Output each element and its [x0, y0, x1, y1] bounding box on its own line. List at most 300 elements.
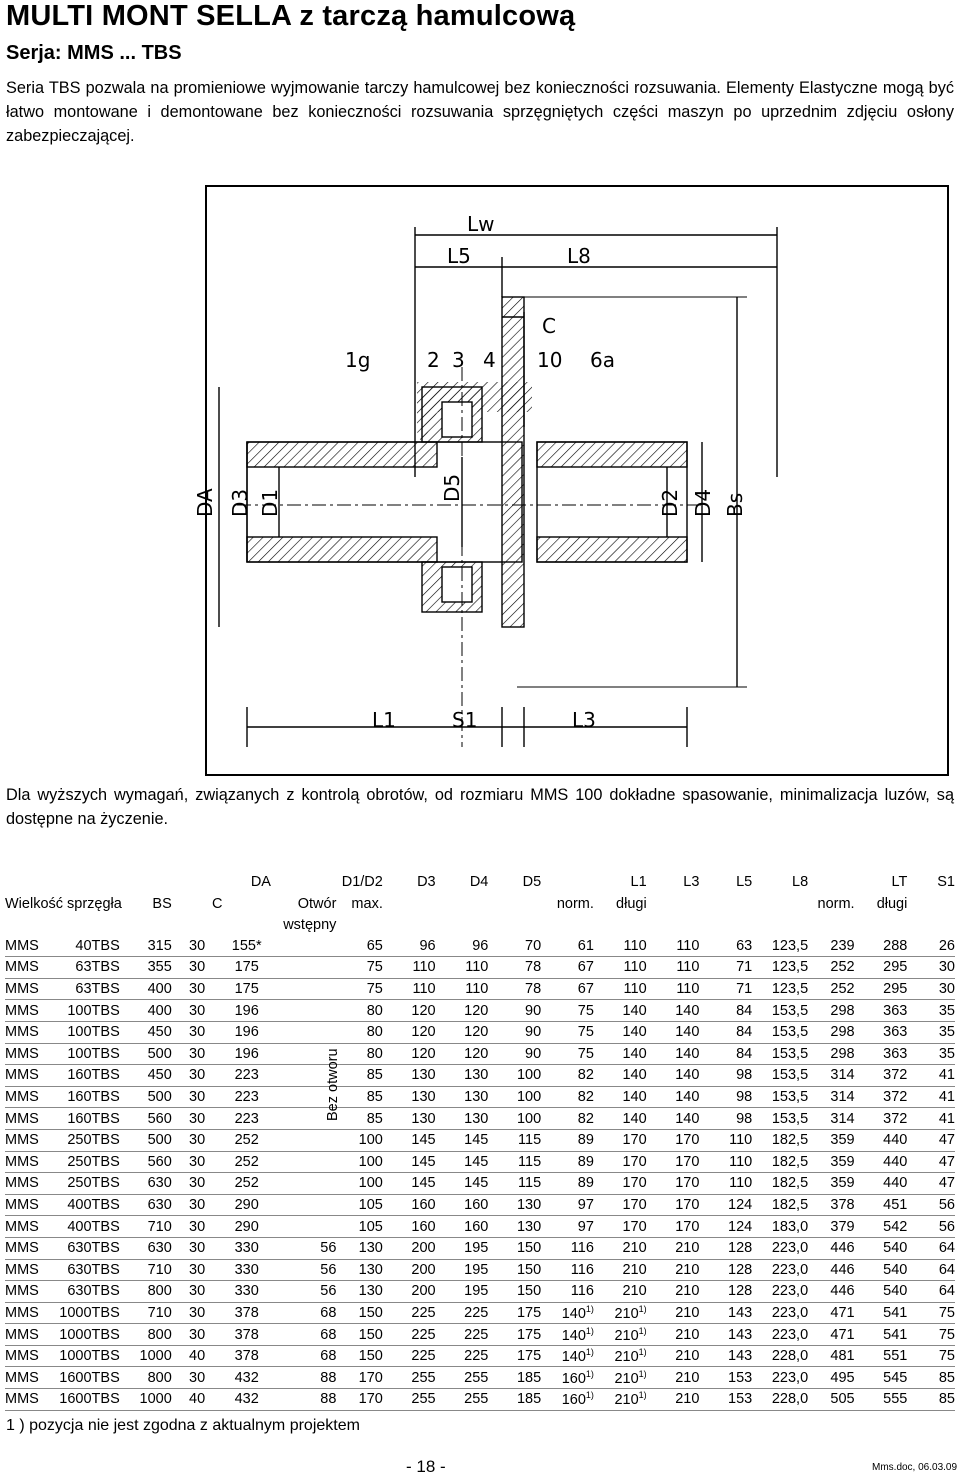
table-cell: TBS: [92, 1043, 132, 1065]
table-cell: 140: [647, 1043, 700, 1065]
table-cell: 160: [45, 1108, 91, 1130]
table-cell: 223,0: [752, 1237, 808, 1259]
table-cell: 372: [855, 1086, 908, 1108]
footnote-mark: 1): [585, 1347, 594, 1358]
intro-paragraph: Seria TBS pozwala na promieniowe wyjmowanie tarczy hamulcowej bez konieczności rozsuwania. Elementy Elastyczne mogą być łatwo montowane i demontowane bez konieczności rozsuwania sprzęgniętych części maszyn po uprzednim zdjęciu osłony zabezpieczającej.: [6, 79, 954, 145]
table-cell: 96: [436, 936, 489, 957]
hdr-lt: LT: [891, 874, 908, 890]
table-cell: 67: [541, 957, 594, 979]
table-cell: MMS: [5, 1281, 45, 1303]
table-row: [5, 1000, 955, 1022]
table-cell: 105: [336, 1194, 382, 1216]
table-cell: 379: [808, 1216, 854, 1238]
table-cell: 630: [132, 1237, 172, 1259]
hdr-lt-norm: norm.: [817, 896, 855, 912]
label-l1: L1: [372, 708, 396, 732]
table-cell: 63: [45, 957, 91, 979]
table-cell: 1000: [45, 1345, 91, 1367]
table-cell: 71: [699, 957, 752, 979]
table-cell: 115: [488, 1151, 541, 1173]
table-cell: 446: [808, 1259, 854, 1281]
table-cell: 252: [222, 1129, 271, 1151]
table-cell: 195: [436, 1237, 489, 1259]
table-cell: 223,0: [752, 1324, 808, 1346]
table-cell: 143: [699, 1302, 752, 1324]
label-l5: L5: [447, 244, 471, 268]
table-cell: 200: [383, 1281, 436, 1303]
table-cell: 540: [855, 1237, 908, 1259]
table-cell: TBS: [92, 1302, 132, 1324]
hdr-d4: D4: [469, 874, 489, 890]
table-cell: 67: [541, 978, 594, 1000]
table-cell: 145: [436, 1151, 489, 1173]
table-cell: 446: [808, 1281, 854, 1303]
table-cell: 1000: [132, 1389, 172, 1411]
table-cell: 124: [699, 1194, 752, 1216]
table-cell: 330: [222, 1259, 271, 1281]
table-cell: MMS: [5, 1302, 45, 1324]
page-title: MULTI MONT SELLA z tarczą hamulcową: [6, 0, 576, 32]
table-cell: 30: [172, 1281, 223, 1303]
table-cell: 295: [855, 957, 908, 979]
table-cell: 85: [907, 1389, 955, 1411]
table-cell: 30: [172, 1086, 223, 1108]
footnote-mark: 1): [585, 1390, 594, 1401]
table-cell: 250: [45, 1129, 91, 1151]
table-cell: 150: [336, 1302, 382, 1324]
table-cell: 153,5: [752, 1000, 808, 1022]
table-cell: 288: [855, 936, 908, 957]
table-cell: 210: [647, 1281, 700, 1303]
table-row: [5, 1129, 955, 1151]
table-cell: 116: [541, 1281, 594, 1303]
table-row: [5, 1389, 955, 1411]
table-cell: 250: [45, 1151, 91, 1173]
table-cell: MMS: [5, 1194, 45, 1216]
table-cell: 210$^{1)}$: [594, 1389, 647, 1411]
label-da: DA: [193, 488, 217, 517]
table-cell: 298: [808, 1043, 854, 1065]
table-cell: 330: [222, 1237, 271, 1259]
table-cell: 800: [132, 1281, 172, 1303]
table-cell: 100: [488, 1065, 541, 1087]
table-cell: 223,0: [752, 1259, 808, 1281]
table-cell: 250: [45, 1173, 91, 1195]
footnote-mark: 1): [585, 1304, 594, 1315]
table-cell: 223: [222, 1065, 271, 1087]
table-cell: 68: [271, 1324, 336, 1346]
table-cell: 255: [383, 1367, 436, 1389]
table-cell: 110: [594, 957, 647, 979]
table-cell: 170: [594, 1216, 647, 1238]
table-cell: 153,5: [752, 1108, 808, 1130]
table-cell: 84: [699, 1021, 752, 1043]
hdr-l8: L8: [792, 874, 809, 890]
hdr-da: DA: [250, 874, 271, 890]
label-bs: Bs: [723, 492, 747, 517]
table-cell: 225: [383, 1302, 436, 1324]
table-cell: 75: [907, 1302, 955, 1324]
table-cell: 82: [541, 1086, 594, 1108]
table-cell: 153: [699, 1389, 752, 1411]
table-cell: 160: [45, 1065, 91, 1087]
table-cell: 70: [488, 936, 541, 957]
table-cell: 100: [336, 1173, 382, 1195]
hdr-d5: D5: [522, 874, 542, 890]
document-reference: Mms.doc, 06.03.09: [872, 1462, 958, 1473]
table-cell: 170: [336, 1367, 382, 1389]
table-cell: 440: [855, 1129, 908, 1151]
table-cell: 400: [45, 1216, 91, 1238]
label-d5: D5: [440, 473, 464, 502]
footnote-mark: 1): [585, 1325, 594, 1336]
table-cell: 225: [436, 1345, 489, 1367]
table-cell: MMS: [5, 1108, 45, 1130]
table-cell: 560: [132, 1108, 172, 1130]
table-cell: 30: [172, 1302, 223, 1324]
table-cell: 314: [808, 1086, 854, 1108]
table-cell: MMS: [5, 1151, 45, 1173]
table-cell: 175: [488, 1302, 541, 1324]
table-cell: 630: [45, 1281, 91, 1303]
table-cell: 153,5: [752, 1043, 808, 1065]
table-cell: 170: [647, 1173, 700, 1195]
table-cell: 30: [172, 1108, 223, 1130]
table-cell: 540: [855, 1281, 908, 1303]
table-cell: 290: [222, 1216, 271, 1238]
table-cell: 30: [172, 1021, 223, 1043]
table-cell: 65: [336, 936, 382, 957]
table-row: [5, 936, 955, 957]
table-cell: 75: [541, 1021, 594, 1043]
table-cell: 160: [383, 1216, 436, 1238]
table-cell: 140: [647, 1000, 700, 1022]
table-cell: 47: [907, 1173, 955, 1195]
table-cell: 225: [436, 1324, 489, 1346]
label-d3: D3: [228, 488, 252, 517]
table-cell: 363: [855, 1021, 908, 1043]
table-row: [5, 1324, 955, 1346]
table-cell: 182,5: [752, 1194, 808, 1216]
table-cell: 30: [172, 1000, 223, 1022]
table-cell: 130: [336, 1281, 382, 1303]
table-cell: TBS: [92, 1021, 132, 1043]
table-cell: 90: [488, 1043, 541, 1065]
table-cell: 210: [647, 1324, 700, 1346]
table-cell: 130: [488, 1194, 541, 1216]
hdr-l1-dlugi: długi: [616, 896, 647, 912]
table-cell: 85: [336, 1108, 382, 1130]
table-cell: [271, 1000, 336, 1022]
table-cell: 551: [855, 1345, 908, 1367]
table-cell: MMS: [5, 978, 45, 1000]
hdr-otwor: Otwór: [297, 896, 337, 912]
table-cell: 64: [907, 1259, 955, 1281]
table-cell: 160$^{1)}$: [541, 1367, 594, 1389]
table-row: [5, 1367, 955, 1389]
table-cell: 110: [699, 1129, 752, 1151]
table-cell: TBS: [92, 936, 132, 957]
table-cell: 160: [436, 1194, 489, 1216]
table-cell: 140$^{1)}$: [541, 1324, 594, 1346]
table-cell: 68: [271, 1345, 336, 1367]
table-cell: 130: [383, 1108, 436, 1130]
table-cell: 255: [383, 1389, 436, 1411]
table-cell: 145: [383, 1173, 436, 1195]
table-cell: 378: [222, 1345, 271, 1367]
table-cell: 252: [222, 1173, 271, 1195]
table-cell: 110: [383, 957, 436, 979]
table-cell: TBS: [92, 1086, 132, 1108]
table-cell: 115: [488, 1173, 541, 1195]
coupling-section-svg: [193, 187, 947, 774]
table-cell: 252: [808, 957, 854, 979]
table-cell: 110: [436, 957, 489, 979]
table-row: [5, 1281, 955, 1303]
hdr-d3: D3: [417, 874, 436, 890]
label-part-10: 10: [537, 348, 563, 372]
table-cell: 130: [383, 1065, 436, 1087]
table-cell: MMS: [5, 1259, 45, 1281]
table-cell: 88: [271, 1389, 336, 1411]
table-cell: 710: [132, 1259, 172, 1281]
table-cell: MMS: [5, 1065, 45, 1087]
table-cell: 98: [699, 1086, 752, 1108]
table-cell: 196: [222, 1000, 271, 1022]
table-cell: 290: [222, 1194, 271, 1216]
table-cell: 228,0: [752, 1345, 808, 1367]
footnote-mark: 1): [638, 1368, 647, 1379]
table-cell: 225: [436, 1302, 489, 1324]
series-subtitle: Serja: MMS ... TBS: [6, 42, 182, 64]
table-cell: 495: [808, 1367, 854, 1389]
table-cell: 120: [383, 1021, 436, 1043]
table-cell: MMS: [5, 1389, 45, 1411]
table-cell: 210: [647, 1237, 700, 1259]
table-cell: 47: [907, 1129, 955, 1151]
table-cell: 210$^{1)}$: [594, 1324, 647, 1346]
hdr-l3: L3: [683, 874, 700, 890]
table-cell: 170: [594, 1151, 647, 1173]
table-row: [5, 1021, 955, 1043]
label-part-2: 2: [427, 348, 440, 372]
footnote-mark: 1): [638, 1325, 647, 1336]
table-cell: TBS: [92, 1216, 132, 1238]
table-cell: 223,0: [752, 1367, 808, 1389]
table-cell: TBS: [92, 978, 132, 1000]
table-cell: 446: [808, 1237, 854, 1259]
table-cell: 89: [541, 1129, 594, 1151]
table-cell: 228,0: [752, 1389, 808, 1411]
table-cell: 540: [855, 1259, 908, 1281]
table-cell: TBS: [92, 1345, 132, 1367]
table-cell: 110: [594, 978, 647, 1000]
table-cell: 41: [907, 1108, 955, 1130]
table-cell: 35: [907, 1021, 955, 1043]
table-cell: 359: [808, 1129, 854, 1151]
hdr-size: Wielkość sprzęgła: [5, 896, 122, 912]
table-row: [5, 1237, 955, 1259]
table-cell: 110: [594, 936, 647, 957]
label-part-1g: 1g: [345, 348, 371, 372]
table-cell: 123,5: [752, 978, 808, 1000]
table-cell: 155*: [222, 936, 271, 957]
table-cell: 75: [541, 1043, 594, 1065]
table-row: [5, 978, 955, 1000]
table-cell: 116: [541, 1259, 594, 1281]
table-cell: 153,5: [752, 1021, 808, 1043]
hdr-d12: D1/D2: [341, 874, 383, 890]
table-cell: 210: [647, 1345, 700, 1367]
table-cell: 128: [699, 1281, 752, 1303]
table-cell: 471: [808, 1302, 854, 1324]
table-cell: 85: [336, 1086, 382, 1108]
table-cell: 143: [699, 1345, 752, 1367]
table-cell: 170: [647, 1194, 700, 1216]
table-cell: 56: [271, 1237, 336, 1259]
table-cell: TBS: [92, 957, 132, 979]
table-cell: 26: [907, 936, 955, 957]
table-cell: 30: [172, 978, 223, 1000]
label-l3: L3: [572, 708, 596, 732]
table-cell: TBS: [92, 1065, 132, 1087]
table-cell: 800: [132, 1367, 172, 1389]
table-cell: 41: [907, 1065, 955, 1087]
table-cell: MMS: [5, 1367, 45, 1389]
table-cell: 170: [647, 1129, 700, 1151]
table-row: [5, 1259, 955, 1281]
table-cell: 400: [132, 978, 172, 1000]
table-cell: 630: [45, 1259, 91, 1281]
table-cell: TBS: [92, 1389, 132, 1411]
table-cell: 183,0: [752, 1216, 808, 1238]
table-cell: 84: [699, 1000, 752, 1022]
table-cell: TBS: [92, 1259, 132, 1281]
page-number: - 18 -: [406, 1457, 446, 1476]
table-cell: 145: [383, 1151, 436, 1173]
label-part-6a: 6a: [590, 348, 615, 372]
table-cell: 41: [907, 1086, 955, 1108]
table-cell: [271, 978, 336, 1000]
table-cell: 210: [647, 1367, 700, 1389]
table-cell: 145: [436, 1129, 489, 1151]
table-cell: 710: [132, 1216, 172, 1238]
table-cell: 359: [808, 1151, 854, 1173]
table-cell: 210: [594, 1281, 647, 1303]
table-cell: 315: [132, 936, 172, 957]
table-cell: 64: [907, 1237, 955, 1259]
table-cell: 35: [907, 1000, 955, 1022]
table-cell: 130: [436, 1108, 489, 1130]
table-cell: 196: [222, 1021, 271, 1043]
table-cell: 30: [172, 1367, 223, 1389]
hdr-bs: BS: [152, 896, 172, 912]
hdr-max: max.: [351, 896, 383, 912]
table-cell: 110: [699, 1173, 752, 1195]
table-cell: TBS: [92, 1281, 132, 1303]
table-cell: [271, 1173, 336, 1195]
table-cell: 170: [594, 1173, 647, 1195]
table-cell: 115: [488, 1129, 541, 1151]
table-cell: 82: [541, 1065, 594, 1087]
table-cell: 314: [808, 1065, 854, 1087]
table-cell: 97: [541, 1194, 594, 1216]
table-cell: 150: [336, 1345, 382, 1367]
table-cell: 295: [855, 978, 908, 1000]
table-cell: 75: [907, 1345, 955, 1367]
table-cell: 75: [541, 1000, 594, 1022]
table-cell: 210: [647, 1259, 700, 1281]
spec-table: [5, 871, 955, 1411]
table-cell: 68: [271, 1302, 336, 1324]
table-cell: 75: [907, 1324, 955, 1346]
table-cell: 30: [907, 957, 955, 979]
table-cell: 378: [222, 1324, 271, 1346]
label-d2: D2: [658, 488, 682, 517]
table-cell: 100: [45, 1000, 91, 1022]
table-cell: 30: [172, 936, 223, 957]
table-cell: MMS: [5, 1345, 45, 1367]
table-cell: MMS: [5, 1021, 45, 1043]
table-cell: 1000: [132, 1345, 172, 1367]
table-cell: TBS: [92, 1367, 132, 1389]
hdr-l1-norm: norm.: [556, 896, 594, 912]
table-cell: 1000: [45, 1324, 91, 1346]
table-cell: 210$^{1)}$: [594, 1302, 647, 1324]
table-cell: 560: [132, 1151, 172, 1173]
table-cell: [271, 1194, 336, 1216]
accuracy-note: Dla wyższych wymagań, związanych z kontrolą obrotów, od rozmiaru MMS 100 dokładne spasowanie, minimalizacja luzów, są dostępne na życzenie.: [6, 786, 954, 828]
table-cell: 63: [45, 978, 91, 1000]
table-cell: 40: [45, 936, 91, 957]
table-cell: 40: [172, 1389, 223, 1411]
table-cell: 56: [907, 1216, 955, 1238]
table-cell: 359: [808, 1173, 854, 1195]
table-cell: 175: [488, 1324, 541, 1346]
table-cell: 116: [541, 1237, 594, 1259]
table-cell: 140: [594, 1021, 647, 1043]
hdr-s1: S1: [937, 874, 955, 890]
table-cell: 195: [436, 1281, 489, 1303]
table-cell: 542: [855, 1216, 908, 1238]
table-cell: [271, 1021, 336, 1043]
table-cell: 182,5: [752, 1151, 808, 1173]
table-cell: 140$^{1)}$: [541, 1302, 594, 1324]
table-cell: 195: [436, 1259, 489, 1281]
table-cell: MMS: [5, 1173, 45, 1195]
table-cell: 210: [594, 1237, 647, 1259]
table-cell: 128: [699, 1259, 752, 1281]
table-cell: 200: [383, 1237, 436, 1259]
table-cell: 175: [488, 1345, 541, 1367]
table-cell: 100: [488, 1086, 541, 1108]
table-row: [5, 1173, 955, 1195]
table-cell: 130: [436, 1086, 489, 1108]
table-cell: 100: [45, 1021, 91, 1043]
table-cell: 97: [541, 1216, 594, 1238]
table-cell: 252: [808, 978, 854, 1000]
table-header-row-1: [5, 871, 955, 893]
table-cell: 400: [45, 1194, 91, 1216]
table-cell: 160: [436, 1216, 489, 1238]
table-cell: 160: [45, 1086, 91, 1108]
label-c: C: [542, 314, 556, 338]
footnote: 1 ) pozycja nie jest zgodna z aktualnym projektem: [6, 1417, 360, 1434]
table-cell: 110: [647, 957, 700, 979]
table-cell: 47: [907, 1151, 955, 1173]
table-cell: 450: [132, 1021, 172, 1043]
table-cell: 432: [222, 1367, 271, 1389]
